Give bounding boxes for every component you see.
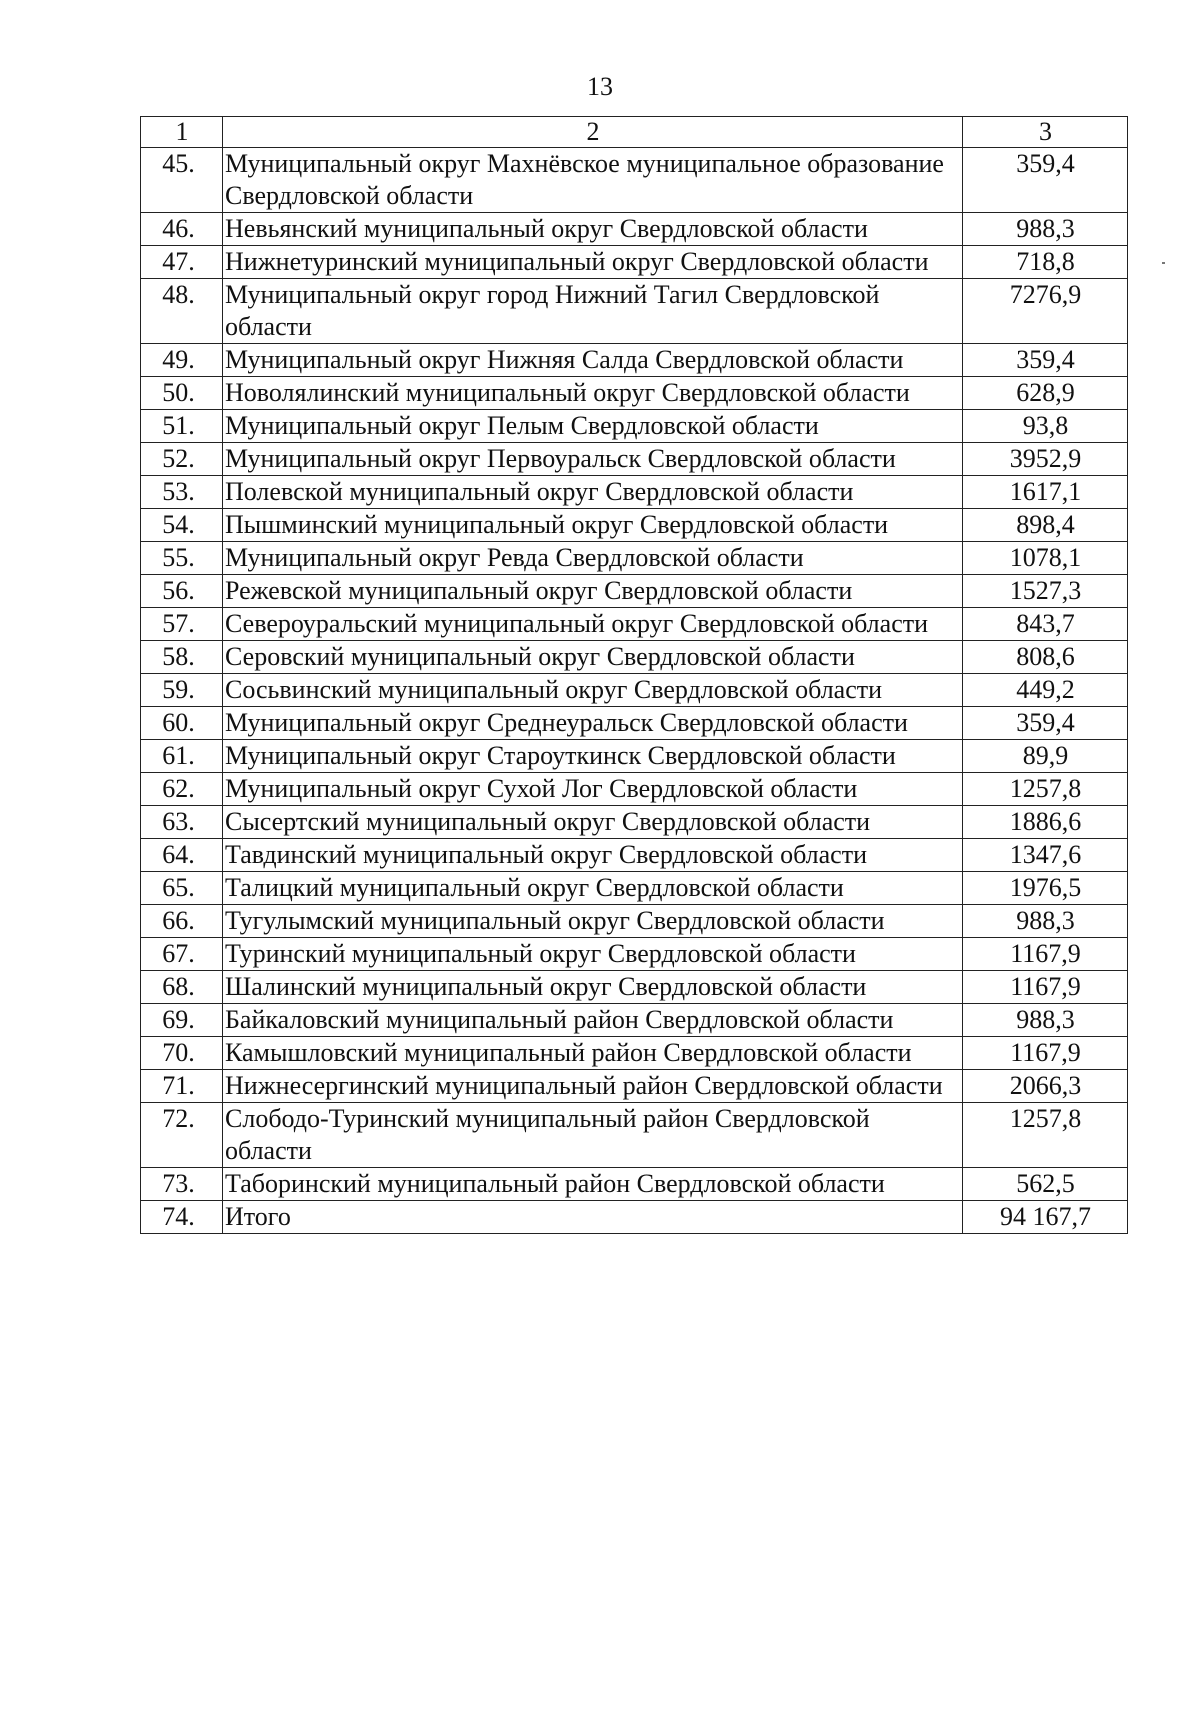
- municipality-name: Байкаловский муниципальный район Свердловской области: [223, 1004, 963, 1037]
- municipality-name: Новолялинский муниципальный округ Свердловской области: [223, 377, 963, 410]
- row-number: 67.: [141, 938, 223, 971]
- municipality-name: Камышловский муниципальный район Свердловской области: [223, 1037, 963, 1070]
- municipality-name: Муниципальный округ Ревда Свердловской области: [223, 542, 963, 575]
- amount-value: 988,3: [963, 213, 1128, 246]
- header-col-3: 3: [963, 117, 1128, 148]
- table-row: [141, 410, 1128, 443]
- table-row: [141, 1004, 1128, 1037]
- amount-value: 1527,3: [963, 575, 1128, 608]
- row-number: 71.: [141, 1070, 223, 1103]
- table-body: [141, 117, 1128, 1234]
- table-row: [141, 377, 1128, 410]
- table-row: [141, 279, 1128, 344]
- amount-value: 1976,5: [963, 872, 1128, 905]
- amount-value: 843,7: [963, 608, 1128, 641]
- allocation-table: [140, 116, 1128, 1234]
- row-number: 46.: [141, 213, 223, 246]
- municipality-name: Североуральский муниципальный округ Свердловской области: [223, 608, 963, 641]
- row-number: 64.: [141, 839, 223, 872]
- amount-value: 808,6: [963, 641, 1128, 674]
- table-row: [141, 608, 1128, 641]
- municipality-name: Нижнесергинский муниципальный район Свердловской области: [223, 1070, 963, 1103]
- table-row: [141, 971, 1128, 1004]
- row-number: 70.: [141, 1037, 223, 1070]
- amount-value: 359,4: [963, 707, 1128, 740]
- amount-value: 1257,8: [963, 773, 1128, 806]
- amount-value: 1167,9: [963, 971, 1128, 1004]
- municipality-name: Талицкий муниципальный округ Свердловской области: [223, 872, 963, 905]
- table-row: [141, 938, 1128, 971]
- row-number: 47.: [141, 246, 223, 279]
- row-number: 48.: [141, 279, 223, 344]
- amount-value: 898,4: [963, 509, 1128, 542]
- municipality-name: Муниципальный округ Махнёвское муниципальное образование Свердловской области: [223, 148, 963, 213]
- row-number: 68.: [141, 971, 223, 1004]
- municipality-name: Невьянский муниципальный округ Свердловской области: [223, 213, 963, 246]
- amount-value: 628,9: [963, 377, 1128, 410]
- table-row: [141, 542, 1128, 575]
- table-row: [141, 839, 1128, 872]
- row-number: 61.: [141, 740, 223, 773]
- municipality-name: Режевской муниципальный округ Свердловской области: [223, 575, 963, 608]
- table-row: [141, 1168, 1128, 1201]
- row-number: 60.: [141, 707, 223, 740]
- row-number: 73.: [141, 1168, 223, 1201]
- table-row: [141, 674, 1128, 707]
- municipality-name: Пышминский муниципальный округ Свердловской области: [223, 509, 963, 542]
- row-number: 72.: [141, 1103, 223, 1168]
- amount-value: 1167,9: [963, 938, 1128, 971]
- table-row: [141, 1201, 1128, 1234]
- amount-value: 1257,8: [963, 1103, 1128, 1168]
- row-number: 58.: [141, 641, 223, 674]
- table-header-row: [141, 117, 1128, 148]
- table-row: [141, 1037, 1128, 1070]
- amount-value: 1617,1: [963, 476, 1128, 509]
- table-row: [141, 1103, 1128, 1168]
- municipality-name: Тугулымский муниципальный округ Свердловской области: [223, 905, 963, 938]
- municipality-name: Муниципальный округ Сухой Лог Свердловской области: [223, 773, 963, 806]
- amount-value: 1886,6: [963, 806, 1128, 839]
- table-row: [141, 148, 1128, 213]
- table-row: [141, 872, 1128, 905]
- municipality-name: Полевской муниципальный округ Свердловской области: [223, 476, 963, 509]
- amount-value: 1347,6: [963, 839, 1128, 872]
- row-number: 56.: [141, 575, 223, 608]
- table-row: [141, 707, 1128, 740]
- municipality-name: Муниципальный округ Нижняя Салда Свердловской области: [223, 344, 963, 377]
- municipality-name: Тавдинский муниципальный округ Свердловской области: [223, 839, 963, 872]
- municipality-name: Шалинский муниципальный округ Свердловской области: [223, 971, 963, 1004]
- amount-value: 93,8: [963, 410, 1128, 443]
- municipality-name: Муниципальный округ Первоуральск Свердловской области: [223, 443, 963, 476]
- row-number: 66.: [141, 905, 223, 938]
- municipality-name: Муниципальный округ город Нижний Тагил Свердловской области: [223, 279, 963, 344]
- row-number: 57.: [141, 608, 223, 641]
- municipality-name: Итого: [223, 1201, 963, 1234]
- row-number: 53.: [141, 476, 223, 509]
- amount-value: 988,3: [963, 1004, 1128, 1037]
- amount-value: 988,3: [963, 905, 1128, 938]
- amount-value: 94 167,7: [963, 1201, 1128, 1234]
- municipality-name: Сосьвинский муниципальный округ Свердловской области: [223, 674, 963, 707]
- amount-value: 562,5: [963, 1168, 1128, 1201]
- row-number: 74.: [141, 1201, 223, 1234]
- municipality-name: Сысертский муниципальный округ Свердловской области: [223, 806, 963, 839]
- municipality-name: Муниципальный округ Среднеуральск Свердловской области: [223, 707, 963, 740]
- header-col-2: 2: [223, 117, 963, 148]
- table-row: [141, 213, 1128, 246]
- table-row: [141, 476, 1128, 509]
- header-col-1: 1: [141, 117, 223, 148]
- row-number: 45.: [141, 148, 223, 213]
- amount-value: 359,4: [963, 148, 1128, 213]
- municipality-name: Муниципальный округ Староуткинск Свердловской области: [223, 740, 963, 773]
- row-number: 63.: [141, 806, 223, 839]
- table-row: [141, 575, 1128, 608]
- row-number: 69.: [141, 1004, 223, 1037]
- row-number: 55.: [141, 542, 223, 575]
- municipality-name: Таборинский муниципальный район Свердловской области: [223, 1168, 963, 1201]
- row-number: 59.: [141, 674, 223, 707]
- table-row: [141, 641, 1128, 674]
- row-number: 49.: [141, 344, 223, 377]
- municipality-name: Слободо-Туринский муниципальный район Свердловской области: [223, 1103, 963, 1168]
- page-number: 13: [587, 72, 613, 101]
- scan-speck-decoration: [1162, 262, 1165, 264]
- amount-value: 7276,9: [963, 279, 1128, 344]
- amount-value: 2066,3: [963, 1070, 1128, 1103]
- amount-value: 359,4: [963, 344, 1128, 377]
- amount-value: 3952,9: [963, 443, 1128, 476]
- municipality-name: Туринский муниципальный округ Свердловской области: [223, 938, 963, 971]
- municipality-name: Муниципальный округ Пелым Свердловской области: [223, 410, 963, 443]
- amount-value: 1167,9: [963, 1037, 1128, 1070]
- municipality-name: Серовский муниципальный округ Свердловской области: [223, 641, 963, 674]
- amount-value: 1078,1: [963, 542, 1128, 575]
- row-number: 65.: [141, 872, 223, 905]
- table-row: [141, 806, 1128, 839]
- table-row: [141, 1070, 1128, 1103]
- table-row: [141, 905, 1128, 938]
- table-row: [141, 344, 1128, 377]
- amount-value: 89,9: [963, 740, 1128, 773]
- row-number: 62.: [141, 773, 223, 806]
- table-row: [141, 443, 1128, 476]
- amount-value: 718,8: [963, 246, 1128, 279]
- row-number: 52.: [141, 443, 223, 476]
- row-number: 54.: [141, 509, 223, 542]
- table-row: [141, 773, 1128, 806]
- row-number: 50.: [141, 377, 223, 410]
- row-number: 51.: [141, 410, 223, 443]
- amount-value: 449,2: [963, 674, 1128, 707]
- table-row: [141, 246, 1128, 279]
- municipality-name: Нижнетуринский муниципальный округ Свердловской области: [223, 246, 963, 279]
- table-row: [141, 509, 1128, 542]
- table-row: [141, 740, 1128, 773]
